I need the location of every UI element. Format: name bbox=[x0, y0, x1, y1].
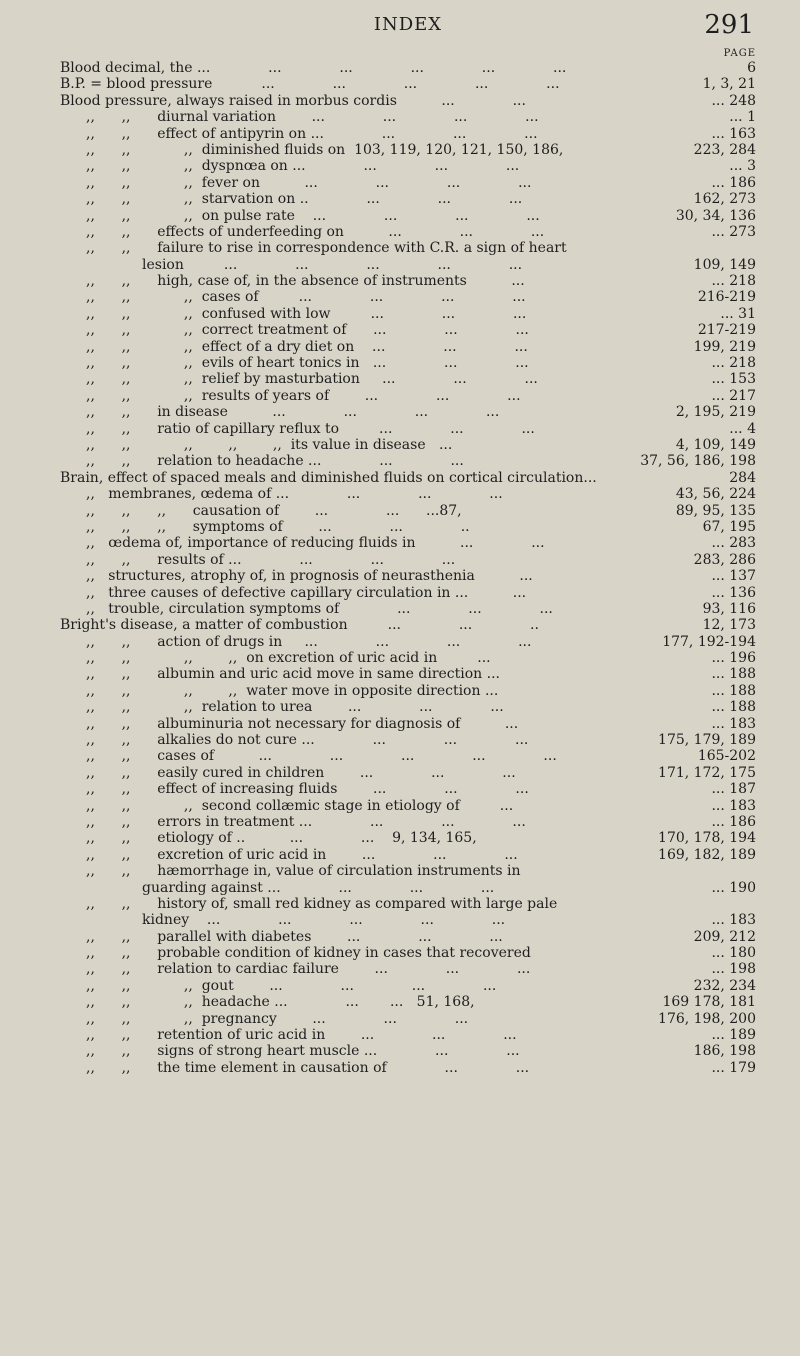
index-entry bbox=[60, 486, 756, 502]
index-entry bbox=[60, 945, 756, 961]
index-entry bbox=[60, 896, 756, 912]
index-entry bbox=[60, 126, 756, 142]
index-entry bbox=[60, 1027, 756, 1043]
index-entry-text: ,, ,, retention of uric acid in ... ... ... bbox=[86, 1027, 517, 1044]
index-entry-pages: ... 198 bbox=[711, 961, 756, 978]
index-entry-text: ,, ,, ,, effect of a dry diet on ... ... ... bbox=[86, 338, 528, 355]
index-entry bbox=[60, 322, 756, 338]
index-entry bbox=[60, 158, 756, 174]
index-entry-pages: 89, 95, 135 bbox=[675, 502, 756, 519]
index-entry-text: ,, ,, ratio of capillary reflux to ... ... ... bbox=[86, 420, 535, 437]
index-entry-pages: 171, 172, 175 bbox=[658, 764, 756, 781]
index-entry-text: ,, structures, atrophy of, in prognosis of neurasthenia ... bbox=[86, 568, 533, 585]
index-entry bbox=[60, 880, 756, 896]
index-entry-pages: ... 186 bbox=[711, 174, 756, 191]
index-entry bbox=[60, 470, 756, 486]
index-entry bbox=[60, 634, 756, 650]
index-entry-text: Bright's disease, a matter of combustion ... ... .. bbox=[60, 617, 539, 634]
page-title: INDEX bbox=[373, 14, 443, 35]
index-entry-text: ,, trouble, circulation symptoms of ... ... ... bbox=[86, 600, 553, 617]
index-entry-pages: ... 153 bbox=[711, 371, 756, 388]
index-entry-text: ,, ,, ,, correct treatment of ... ... ... bbox=[86, 322, 529, 339]
index-entry bbox=[60, 306, 756, 322]
index-entry-pages: 199, 219 bbox=[693, 338, 756, 355]
index-entry-text: ,, ,, ,, relation to urea ... ... ... bbox=[86, 699, 504, 716]
index-entry-text: ,, ,, relation to cardiac failure ... ... ... bbox=[86, 961, 531, 978]
index-entry bbox=[60, 994, 756, 1010]
index-entry-pages: ... 283 bbox=[711, 535, 756, 552]
index-entry bbox=[60, 552, 756, 568]
index-entry-pages: ... 218 bbox=[711, 355, 756, 372]
index-entry-pages: ... 189 bbox=[711, 1027, 756, 1044]
index-entry-pages: 176, 198, 200 bbox=[658, 1010, 756, 1027]
index-entry-text: ,, ,, high, case of, in the absence of instruments ... bbox=[86, 273, 525, 290]
index-entry-pages: 30, 34, 136 bbox=[675, 207, 756, 224]
index-entry-text: ,, ,, effect of antipyrin on ... ... ... ... bbox=[86, 125, 538, 142]
index-entry bbox=[60, 601, 756, 617]
index-entry-text: ,, ,, etiology of .. ... ... 9, 134, 165, bbox=[86, 830, 477, 847]
index-entry bbox=[60, 191, 756, 207]
index-entry-pages: 43, 56, 224 bbox=[675, 486, 756, 503]
index-entry bbox=[60, 404, 756, 420]
index-entry bbox=[60, 765, 756, 781]
index-entry bbox=[60, 748, 756, 764]
index-entry-text: ,, ,, ,, starvation on .. ... ... ... bbox=[86, 191, 523, 208]
index-entry-text: ,, ,, ,, causation of ... ... ...87, bbox=[86, 502, 462, 519]
index-entry-text: ,, ,, excretion of uric acid in ... ... ... bbox=[86, 846, 518, 863]
index-entry-text: B.P. = blood pressure ... ... ... ... ... bbox=[60, 76, 560, 93]
index-entry bbox=[60, 798, 756, 814]
index-entry-text: ,, œdema of, importance of reducing fluids in ... ... bbox=[86, 535, 545, 552]
index-entry-pages: ... 136 bbox=[711, 584, 756, 601]
index-entry bbox=[60, 666, 756, 682]
index-entry-pages: 175, 179, 189 bbox=[658, 732, 756, 749]
index-entry-pages: 4, 109, 149 bbox=[675, 436, 756, 453]
index-entry bbox=[60, 847, 756, 863]
index-entry-text: Blood decimal, the ... ... ... ... ... ... bbox=[60, 60, 567, 76]
index-entry-pages: ... 137 bbox=[711, 568, 756, 585]
index-entry-text: lesion ... ... ... ... ... bbox=[142, 256, 523, 273]
index-entry-text: ,, ,, parallel with diabetes ... ... ... bbox=[86, 928, 503, 945]
index-entry bbox=[60, 175, 756, 191]
index-entry bbox=[60, 273, 756, 289]
index-entry-pages: ... 186 bbox=[711, 813, 756, 830]
index-entry-pages: ... 179 bbox=[711, 1059, 756, 1076]
index-entry-pages: 216-219 bbox=[697, 289, 756, 306]
index-entry-pages: 12, 173 bbox=[702, 617, 756, 634]
index-entry-pages: 2, 195, 219 bbox=[675, 404, 756, 421]
index-entry bbox=[60, 76, 756, 92]
index-entry bbox=[60, 1060, 756, 1076]
index-entry-text: ,, ,, ,, pregnancy ... ... ... bbox=[86, 1010, 469, 1027]
index-entry bbox=[60, 568, 756, 584]
index-entry-pages: 165-202 bbox=[697, 748, 756, 765]
page-number: 291 bbox=[704, 10, 754, 40]
index-entry-pages: ... 188 bbox=[711, 699, 756, 716]
index-entry-pages: ... 188 bbox=[711, 666, 756, 683]
index-entry-text: ,, ,, ,, second collæmic stage in etiology of ... bbox=[86, 797, 514, 814]
index-entry bbox=[60, 830, 756, 846]
index-entry bbox=[60, 355, 756, 371]
index-entry bbox=[60, 289, 756, 305]
index-entry bbox=[60, 339, 756, 355]
index-entry bbox=[60, 503, 756, 519]
index-entry-pages: ... 183 bbox=[711, 912, 756, 929]
index-entry-text: guarding against ... ... ... ... bbox=[142, 879, 495, 896]
index-entry-pages: 217-219 bbox=[697, 322, 756, 339]
index-entry-text: ,, ,, alkalies do not cure ... ... ... ... bbox=[86, 732, 529, 749]
index-entry bbox=[60, 142, 756, 158]
index-entry bbox=[60, 453, 756, 469]
index-entry-pages: 186, 198 bbox=[693, 1043, 756, 1060]
index-entry bbox=[60, 585, 756, 601]
index-entry-pages: 209, 212 bbox=[693, 928, 756, 945]
index-entry bbox=[60, 699, 756, 715]
index-entry bbox=[60, 978, 756, 994]
index-entry-pages: ... 1 bbox=[729, 109, 756, 126]
index-entry-text: ,, ,, ,, cases of ... ... ... ... bbox=[86, 289, 526, 306]
index-entry-pages: ... 3 bbox=[729, 158, 756, 175]
index-entry-text: ,, ,, effect of increasing fluids ... ... ... bbox=[86, 781, 529, 798]
index-entry-text: kidney ... ... ... ... ... bbox=[142, 912, 506, 929]
page-column-label: PAGE bbox=[723, 48, 756, 59]
index-entry bbox=[60, 519, 756, 535]
index-entry bbox=[60, 814, 756, 830]
index-entry-text: ,, ,, action of drugs in ... ... ... ... bbox=[86, 633, 532, 650]
index-entry bbox=[60, 732, 756, 748]
index-entry bbox=[60, 60, 756, 76]
index-entry-text: ,, ,, ,, dyspnœa on ... ... ... ... bbox=[86, 158, 520, 175]
index-entry bbox=[60, 371, 756, 387]
index-entry bbox=[60, 1043, 756, 1059]
index-entry-text: ,, ,, ,, headache ... ... ... 51, 168, bbox=[86, 994, 475, 1011]
index-entry bbox=[60, 437, 756, 453]
page-header bbox=[60, 10, 756, 48]
index-entry-text: ,, ,, signs of strong heart muscle ... ... ... bbox=[86, 1043, 520, 1060]
index-entry bbox=[60, 781, 756, 797]
index-entry-pages: 177, 192-194 bbox=[662, 633, 756, 650]
index-entry-pages: ... 187 bbox=[711, 781, 756, 798]
index-entry bbox=[60, 683, 756, 699]
index-entry-text: ,, ,, results of ... ... ... ... bbox=[86, 551, 456, 568]
index-entry-text: ,, ,, ,, results of years of ... ... ... bbox=[86, 387, 521, 404]
index-entry-pages: ... 217 bbox=[711, 387, 756, 404]
index-entry-pages: ... 4 bbox=[729, 420, 756, 437]
index-entry-text: Blood pressure, always raised in morbus cordis ... ... bbox=[60, 92, 526, 109]
index-entry bbox=[60, 929, 756, 945]
index-entry-text: Brain, effect of spaced meals and diminished fluids on cortical circulation... bbox=[60, 469, 597, 486]
index-entry bbox=[60, 617, 756, 633]
index-entry-text: ,, ,, ,, confused with low ... ... ... bbox=[86, 305, 527, 322]
index-entry-pages: ... 183 bbox=[711, 797, 756, 814]
index-entry-pages: ... 183 bbox=[711, 715, 756, 732]
index-entries bbox=[60, 60, 756, 1076]
index-entry-text: ,, ,, failure to rise in correspondence with C.R. a sign of heart bbox=[86, 240, 567, 257]
index-entry-text: ,, ,, history of, small red kidney as compared with large pale bbox=[86, 895, 558, 912]
index-entry bbox=[60, 650, 756, 666]
index-entry-text: ,, ,, in disease ... ... ... ... bbox=[86, 404, 500, 421]
index-entry-text: ,, membranes, œdema of ... ... ... ... bbox=[86, 486, 503, 503]
index-entry-text: ,, ,, easily cured in children ... ... ... bbox=[86, 764, 516, 781]
index-entry-text: ,, ,, diurnal variation ... ... ... ... bbox=[86, 109, 539, 126]
index-entry-text: ,, ,, ,, gout ... ... ... ... bbox=[86, 977, 497, 994]
index-entry-pages: 169, 182, 189 bbox=[658, 846, 756, 863]
index-entry-text: ,, ,, albumin and uric acid move in same direction ... bbox=[86, 666, 500, 683]
index-entry-text: ,, ,, probable condition of kidney in cases that recovered bbox=[86, 945, 531, 962]
index-entry bbox=[60, 109, 756, 125]
index-entry-text: ,, ,, ,, symptoms of ... ... .. bbox=[86, 518, 470, 535]
index-entry bbox=[60, 1011, 756, 1027]
index-entry-pages: ... 31 bbox=[720, 305, 756, 322]
index-entry-text: ,, ,, hæmorrhage in, value of circulation instruments in bbox=[86, 863, 521, 880]
index-entry-pages: 162, 273 bbox=[693, 191, 756, 208]
index-entry-pages: ... 190 bbox=[711, 879, 756, 896]
index-entry bbox=[60, 912, 756, 928]
index-entry-text: ,, ,, ,, ,, water move in opposite direction ... bbox=[86, 682, 499, 699]
index-entry-pages: ... 180 bbox=[711, 945, 756, 962]
index-entry-text: ,, ,, ,, on pulse rate ... ... ... ... bbox=[86, 207, 540, 224]
index-entry-text: ,, ,, cases of ... ... ... ... ... bbox=[86, 748, 557, 765]
index-entry-text: ,, ,, albuminuria not necessary for diagnosis of ... bbox=[86, 715, 519, 732]
index-entry-text: ,, ,, ,, fever on ... ... ... ... bbox=[86, 174, 532, 191]
index-entry bbox=[60, 208, 756, 224]
index-entry-text: ,, ,, the time element in causation of ... ... bbox=[86, 1059, 530, 1076]
index-entry bbox=[60, 240, 756, 256]
index-entry-pages: ... 196 bbox=[711, 650, 756, 667]
index-entry-pages: ... 188 bbox=[711, 682, 756, 699]
index-entry-pages: ... 248 bbox=[711, 92, 756, 109]
index-entry-text: ,, ,, ,, relief by masturbation ... ... ... bbox=[86, 371, 538, 388]
index-entry bbox=[60, 863, 756, 879]
index-entry-pages: 169 178, 181 bbox=[662, 994, 756, 1011]
index-entry bbox=[60, 93, 756, 109]
index-entry bbox=[60, 224, 756, 240]
index-entry-pages: 93, 116 bbox=[702, 600, 756, 617]
index-entry-pages: 170, 178, 194 bbox=[658, 830, 756, 847]
index-entry-pages: 232, 234 bbox=[693, 977, 756, 994]
index-entry-text: ,, ,, ,, evils of heart tonics in ... ... ... bbox=[86, 355, 529, 372]
index-entry-text: ,, ,, errors in treatment ... ... ... ... bbox=[86, 813, 526, 830]
index-entry-text: ,, ,, ,, ,, ,, its value in disease ... bbox=[86, 436, 453, 453]
index-entry-text: ,, ,, ,, diminished fluids on 103, 119, 120, 121, 150, 186, bbox=[86, 141, 564, 158]
index-entry-pages: 283, 286 bbox=[693, 551, 756, 568]
index-entry-pages: 37, 56, 186, 198 bbox=[640, 453, 756, 470]
index-entry bbox=[60, 961, 756, 977]
index-entry-pages: 284 bbox=[729, 469, 756, 486]
index-entry bbox=[60, 535, 756, 551]
index-entry-pages: ... 273 bbox=[711, 223, 756, 240]
index-entry bbox=[60, 421, 756, 437]
index-entry-text: ,, ,, effects of underfeeding on ... ... ... bbox=[86, 223, 545, 240]
index-entry bbox=[60, 257, 756, 273]
index-entry-pages: 67, 195 bbox=[702, 518, 756, 535]
index-entry-text: ,, three causes of defective capillary circulation in ... ... bbox=[86, 584, 527, 601]
index-entry-pages: 1, 3, 21 bbox=[702, 76, 756, 93]
index-entry-pages: 223, 284 bbox=[693, 141, 756, 158]
index-entry-text: ,, ,, ,, ,, on excretion of uric acid in ... bbox=[86, 650, 491, 667]
index-entry bbox=[60, 716, 756, 732]
index-entry-pages: 6 bbox=[747, 60, 756, 76]
index-entry-text: ,, ,, relation to headache ... ... ... bbox=[86, 453, 464, 470]
index-entry-pages: ... 163 bbox=[711, 125, 756, 142]
index-entry-pages: 109, 149 bbox=[693, 256, 756, 273]
index-entry-pages: ... 218 bbox=[711, 273, 756, 290]
index-entry bbox=[60, 388, 756, 404]
